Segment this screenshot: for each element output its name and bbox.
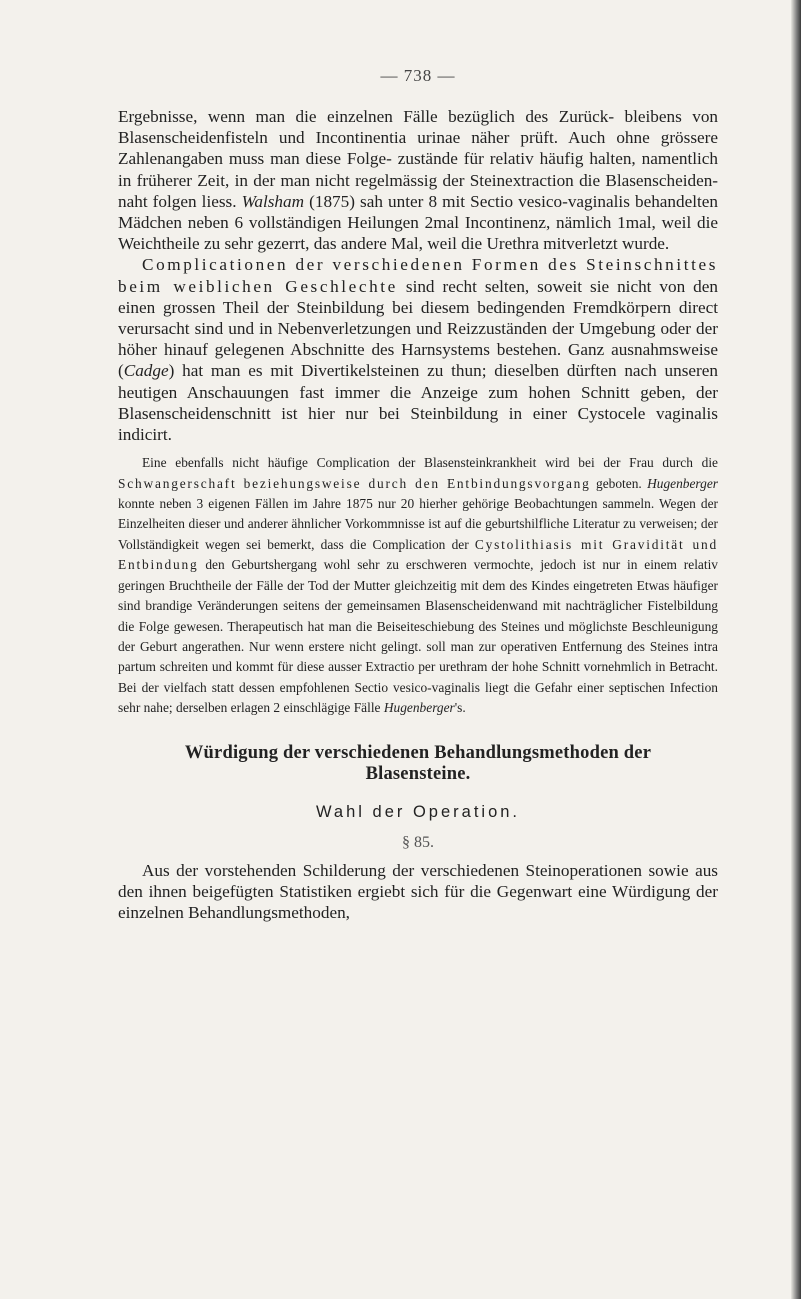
small-text-a: Eine ebenfalls nicht häufige Complication der Blasensteinkrankheit wird bei der Frau durch die bbox=[142, 455, 718, 471]
page-number: — 738 — bbox=[380, 66, 456, 85]
small-spaced-2: Cystolithiasis mit Gravidität und Entbindung bbox=[118, 536, 719, 573]
small-text-e: 's. bbox=[454, 700, 466, 716]
heading-line-1: Würdigung der verschiedenen Behandlungsmethoden der bbox=[184, 742, 652, 763]
para1-tail: (1875) sah unter 8 mit Sectio vesico-vaginalis behandelten Mädchen neben 6 vollständigen Heilungen 2mal Incontinenz, nämlich 1mal, weil die Weichtheile zu sehr gezerrt, das andere Mal, weil die Urethra mitverletzt wurde. bbox=[118, 191, 719, 254]
author-hugenberger-2: Hugenberger bbox=[383, 700, 455, 716]
small-text-b: geboten. bbox=[590, 475, 648, 491]
complications-heading-spaced: Complicationen der verschiedenen Formen des Steinschnittes beim weiblichen Geschlechte bbox=[118, 255, 718, 296]
paragraph-2 bbox=[118, 254, 718, 445]
main-text bbox=[118, 106, 718, 445]
book-page bbox=[118, 66, 718, 923]
small-text-d: den Geburtshergang wohl sehr zu erschweren vermochte, jedoch ist nur in einem relativ geringen Bruchtheile der Fälle der Tod der Mutter gleichzeitig mit dem des Kindes eingetreten Etwas häufiger sind brandige Veränderungen seitens der gemeinsamen Blasenscheidenwand mit nachträglicher Fistelbildung die Folge gewesen. Therapeutisch hat man die Beiseiteschiebung des Steines und möglichste Beschleunigung der Geburt angerathen. Nur wenn erstere nicht gelingt. soll man zur operativen Entfernung des Steines intra partum schreiten und kommt für diese ausser Extractio per urethram der hohe Schnitt vornehmlich in Betracht. Bei der vielfach statt dessen empfohlenen Sectio vesico-vaginalis liegt die Gefahr einer septischen Infection sehr nahe; derselben erlagen 2 einschlägige Fälle bbox=[118, 557, 718, 716]
section-heading bbox=[118, 743, 718, 785]
last-paragraph: Aus der vorstehenden Schilderung der verschiedenen Steinoperationen sowie aus den ihnen beigefügten Statistiken ergiebt sich für die Gegenwart eine Würdigung der einzelnen Behandlungsmethoden, bbox=[118, 860, 718, 922]
author-hugenberger-1: Hugenberger bbox=[647, 475, 718, 491]
author-cadge: Cadge bbox=[123, 361, 169, 381]
author-walsham: Walsham bbox=[241, 191, 305, 211]
small-text-c: konnte neben 3 eigenen Fällen im Jahre 1875 nur 20 hierher gehörige Beobachtungen sammeln. Wegen der Einzelheiten dieser und anderer ähnlicher Vorkommnisse ist auf die geburtshilfliche Literatur zu verweisen; der Vollständigkeit wegen sei bemerkt, dass die Complication der bbox=[118, 496, 718, 552]
para1-line-3: prüft. Auch ohne grössere Zahlenangaben muss man diese Folge- bbox=[118, 128, 718, 169]
small-paragraph bbox=[118, 453, 718, 718]
para1-line-6: naht folgen liess. bbox=[118, 191, 237, 211]
para2-text-a: sind recht selten, soweit sie nicht von den einen grossen Theil der Steinbildung bei diesem bedingenden Fremdkörpern direct verursacht sind und in Nebenverletzungen und Reizzuständen der Umgebung oder der höher hinauf gelegenen Abschnitte des Harnsystems bestehen. Ganz ausnahmsweise ( bbox=[118, 276, 718, 381]
paragraph-1 bbox=[118, 106, 718, 254]
final-text bbox=[118, 860, 718, 924]
para2-text-b: ) hat man es mit Divertikelsteinen zu thun; dieselben dürften nach unseren heutigen Anschauungen fast immer die Anzeige zum hohen Schnitt geben, der Blasenscheidenschnitt ist hier nur bei Steinbildung in einer Cystocele vaginalis indicirt. bbox=[118, 361, 718, 445]
para1-line-4: zustände für relativ häufig halten, namentlich in früherer Zeit, bbox=[118, 149, 719, 190]
para1-line-1: Ergebnisse, wenn man die einzelnen Fälle bezüglich des Zurück- bbox=[118, 107, 615, 126]
small-print-note bbox=[118, 453, 718, 718]
para1-line-5: in der man nicht regelmässig der Steinextraction die Blasenscheiden- bbox=[234, 170, 719, 190]
section-number: § 85. bbox=[402, 833, 434, 851]
subheading: Wahl der Operation. bbox=[315, 802, 521, 821]
para1-line-2: bleibens von Blasenscheidenfisteln und Incontinentia urinae näher bbox=[118, 107, 719, 148]
heading-line-2: Blasensteine. bbox=[365, 763, 471, 784]
page-edge-shadow bbox=[791, 0, 801, 1299]
small-spaced-1: Schwangerschaft beziehungsweise durch den Entbindungsvorgang bbox=[118, 475, 591, 491]
